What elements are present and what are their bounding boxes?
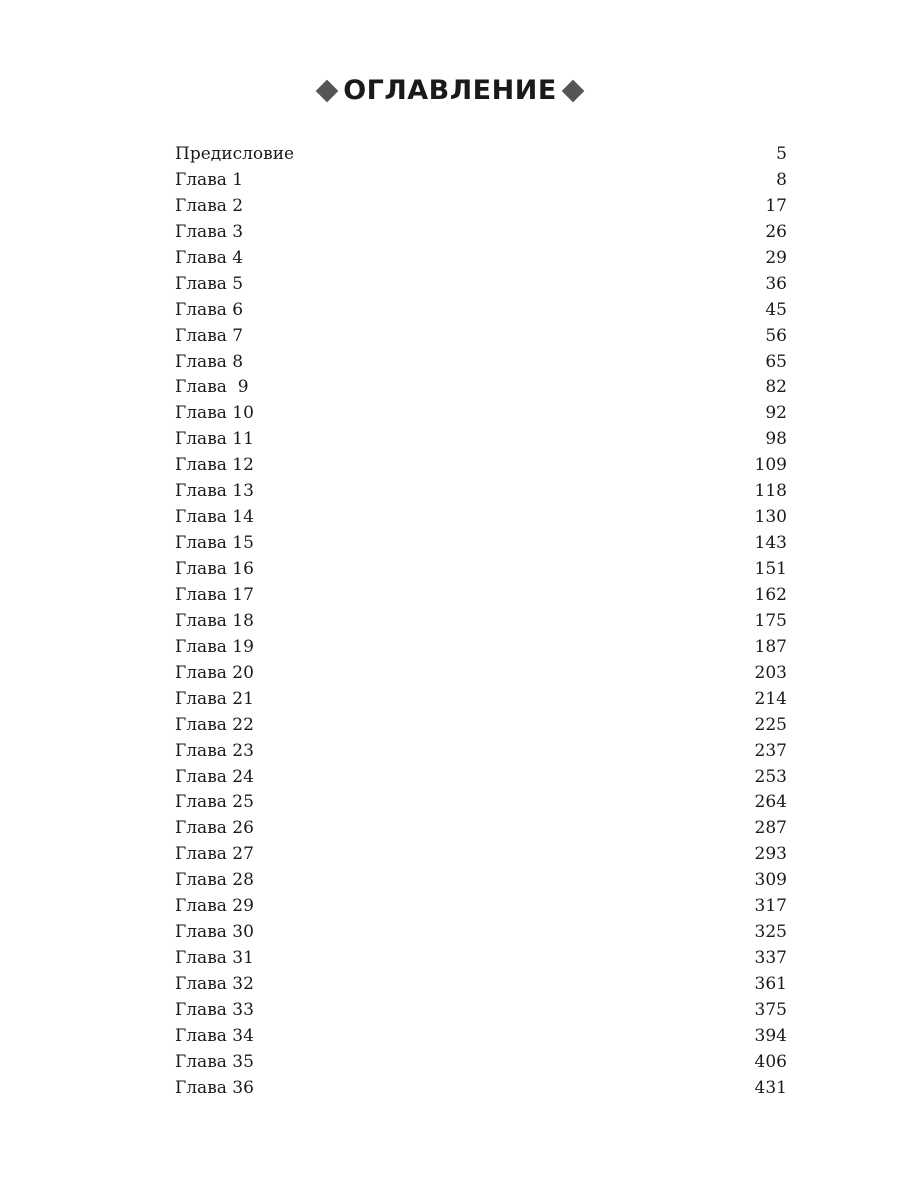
page-title: ОГЛАВЛЕНИЕ (343, 75, 557, 106)
toc-entry-label: Глава 7 (175, 325, 244, 346)
toc-entry-page-number: 187 (754, 636, 787, 657)
toc-entry-page-number: 317 (754, 896, 787, 917)
toc-entry-page-number: 203 (754, 662, 787, 683)
toc-entry (175, 505, 787, 531)
toc-entry-label: Глава 30 (175, 922, 254, 943)
toc-entry-label: Глава 22 (175, 714, 254, 735)
toc-entry-label: Глава 31 (175, 948, 254, 969)
toc-entry (175, 350, 787, 376)
toc-entry (175, 298, 787, 324)
toc-entry (175, 142, 787, 168)
toc-entry-label: Глава 17 (175, 584, 254, 605)
toc-entry-page-number: 406 (754, 1051, 787, 1072)
toc-entry (175, 687, 787, 713)
toc-entry-label: Глава 36 (175, 1077, 254, 1098)
toc-entry (175, 842, 787, 868)
toc-entry-label: Глава 3 (175, 221, 244, 242)
toc-entry-label: Глава 14 (175, 507, 254, 528)
toc-entry (175, 868, 787, 894)
toc-entry (175, 790, 787, 816)
toc-entry (175, 1076, 787, 1102)
toc-entry-page-number: 375 (754, 999, 787, 1020)
toc-entry (175, 946, 787, 972)
toc-entry-page-number: 253 (754, 766, 787, 787)
toc-entry-label: Глава 1 (175, 169, 244, 190)
diamond-icon (316, 80, 339, 103)
toc-entry-page-number: 151 (754, 559, 787, 579)
toc-entry (175, 272, 787, 298)
toc-entry (175, 661, 787, 687)
toc-entry (175, 583, 787, 609)
toc-entry (175, 998, 787, 1024)
toc-entry (175, 220, 787, 246)
toc-entry (175, 194, 787, 220)
toc-entry-page-number: 130 (754, 507, 787, 528)
toc-entry-page-number: 361 (754, 974, 787, 994)
toc-entry (175, 920, 787, 946)
toc-entry (175, 1024, 787, 1050)
toc-entry-label: Глава 32 (175, 974, 254, 994)
toc-entry-page-number: 309 (754, 870, 787, 891)
toc-entry-label: Глава 34 (175, 1025, 254, 1046)
toc-entry-page-number: 98 (765, 429, 787, 450)
toc-entry-label: Глава 27 (175, 844, 254, 865)
toc-entry-page-number: 431 (754, 1077, 787, 1098)
table-of-contents (175, 142, 787, 1102)
toc-entry (175, 531, 787, 557)
toc-entry-page-number: 175 (754, 610, 787, 631)
toc-entry-page-number: 143 (754, 533, 787, 554)
toc-entry-label: Глава 23 (175, 740, 254, 761)
toc-entry-page-number: 26 (765, 221, 787, 242)
toc-entry-label: Глава 16 (175, 559, 254, 579)
diamond-icon (561, 80, 584, 103)
toc-entry-page-number: 162 (754, 584, 787, 605)
toc-entry-label: Глава 5 (175, 273, 244, 294)
toc-entry-page-number: 17 (765, 195, 787, 216)
toc-entry-label: Глава 26 (175, 818, 254, 839)
toc-entry (175, 816, 787, 842)
toc-entry-label: Глава 4 (175, 247, 244, 268)
toc-entry-label: Глава 9 (175, 377, 249, 398)
toc-entry (175, 713, 787, 739)
toc-entry (175, 739, 787, 765)
toc-entry-page-number: 82 (765, 377, 787, 398)
toc-entry-page-number: 225 (754, 714, 787, 735)
page-heading (0, 68, 900, 114)
toc-entry-page-number: 337 (754, 948, 787, 969)
toc-entry-label: Глава 29 (175, 896, 254, 917)
toc-entry-page-number: 109 (754, 455, 787, 476)
toc-entry-label: Глава 13 (175, 481, 254, 502)
toc-entry-label: Глава 33 (175, 999, 254, 1020)
toc-entry-page-number: 29 (765, 247, 787, 268)
toc-entry-page-number: 65 (765, 351, 787, 372)
toc-entry (175, 401, 787, 427)
toc-entry (175, 894, 787, 920)
toc-entry-page-number: 5 (776, 144, 787, 164)
toc-entry-page-number: 293 (754, 844, 787, 865)
toc-entry-page-number: 45 (765, 299, 787, 320)
toc-entry (175, 168, 787, 194)
toc-entry-label: Глава 35 (175, 1051, 254, 1072)
toc-entry-page-number: 8 (776, 169, 787, 190)
toc-entry-page-number: 118 (754, 481, 787, 502)
toc-entry-page-number: 287 (754, 818, 787, 839)
toc-entry (175, 1050, 787, 1076)
toc-entry (175, 635, 787, 661)
toc-entry-label: Глава 6 (175, 299, 244, 320)
toc-entry-page-number: 92 (765, 403, 787, 424)
toc-entry (175, 557, 787, 583)
toc-entry-label: Глава 2 (175, 195, 244, 216)
toc-entry-page-number: 56 (765, 325, 787, 346)
toc-entry (175, 479, 787, 505)
toc-entry-label: Глава 18 (175, 610, 254, 631)
toc-entry-label: Глава 21 (175, 688, 254, 709)
toc-entry-page-number: 36 (765, 273, 787, 294)
toc-entry (175, 972, 787, 998)
toc-entry-label: Глава 12 (175, 455, 254, 476)
toc-entry (175, 609, 787, 635)
toc-entry-label: Глава 15 (175, 533, 254, 554)
toc-entry (175, 246, 787, 272)
toc-entry (175, 375, 787, 401)
toc-entry-page-number: 325 (754, 922, 787, 943)
toc-entry-label: Глава 8 (175, 351, 249, 372)
toc-entry-label: Глава 25 (175, 792, 254, 813)
toc-entry-page-number: 214 (754, 688, 787, 709)
toc-entry (175, 453, 787, 479)
toc-entry-label: Глава 11 (175, 429, 254, 450)
toc-entry-label: Предисловие (175, 144, 295, 164)
toc-entry-label: Глава 10 (175, 403, 254, 424)
toc-entry-page-number: 394 (754, 1025, 787, 1046)
toc-entry-label: Глава 20 (175, 662, 254, 683)
toc-entry-label: Глава 28 (175, 870, 254, 891)
toc-entry (175, 324, 787, 350)
toc-entry (175, 765, 787, 791)
toc-entry-page-number: 264 (754, 792, 787, 813)
toc-entry-label: Глава 24 (175, 766, 254, 787)
toc-entry-label: Глава 19 (175, 636, 254, 657)
toc-entry (175, 427, 787, 453)
toc-entry-page-number: 237 (754, 740, 787, 761)
